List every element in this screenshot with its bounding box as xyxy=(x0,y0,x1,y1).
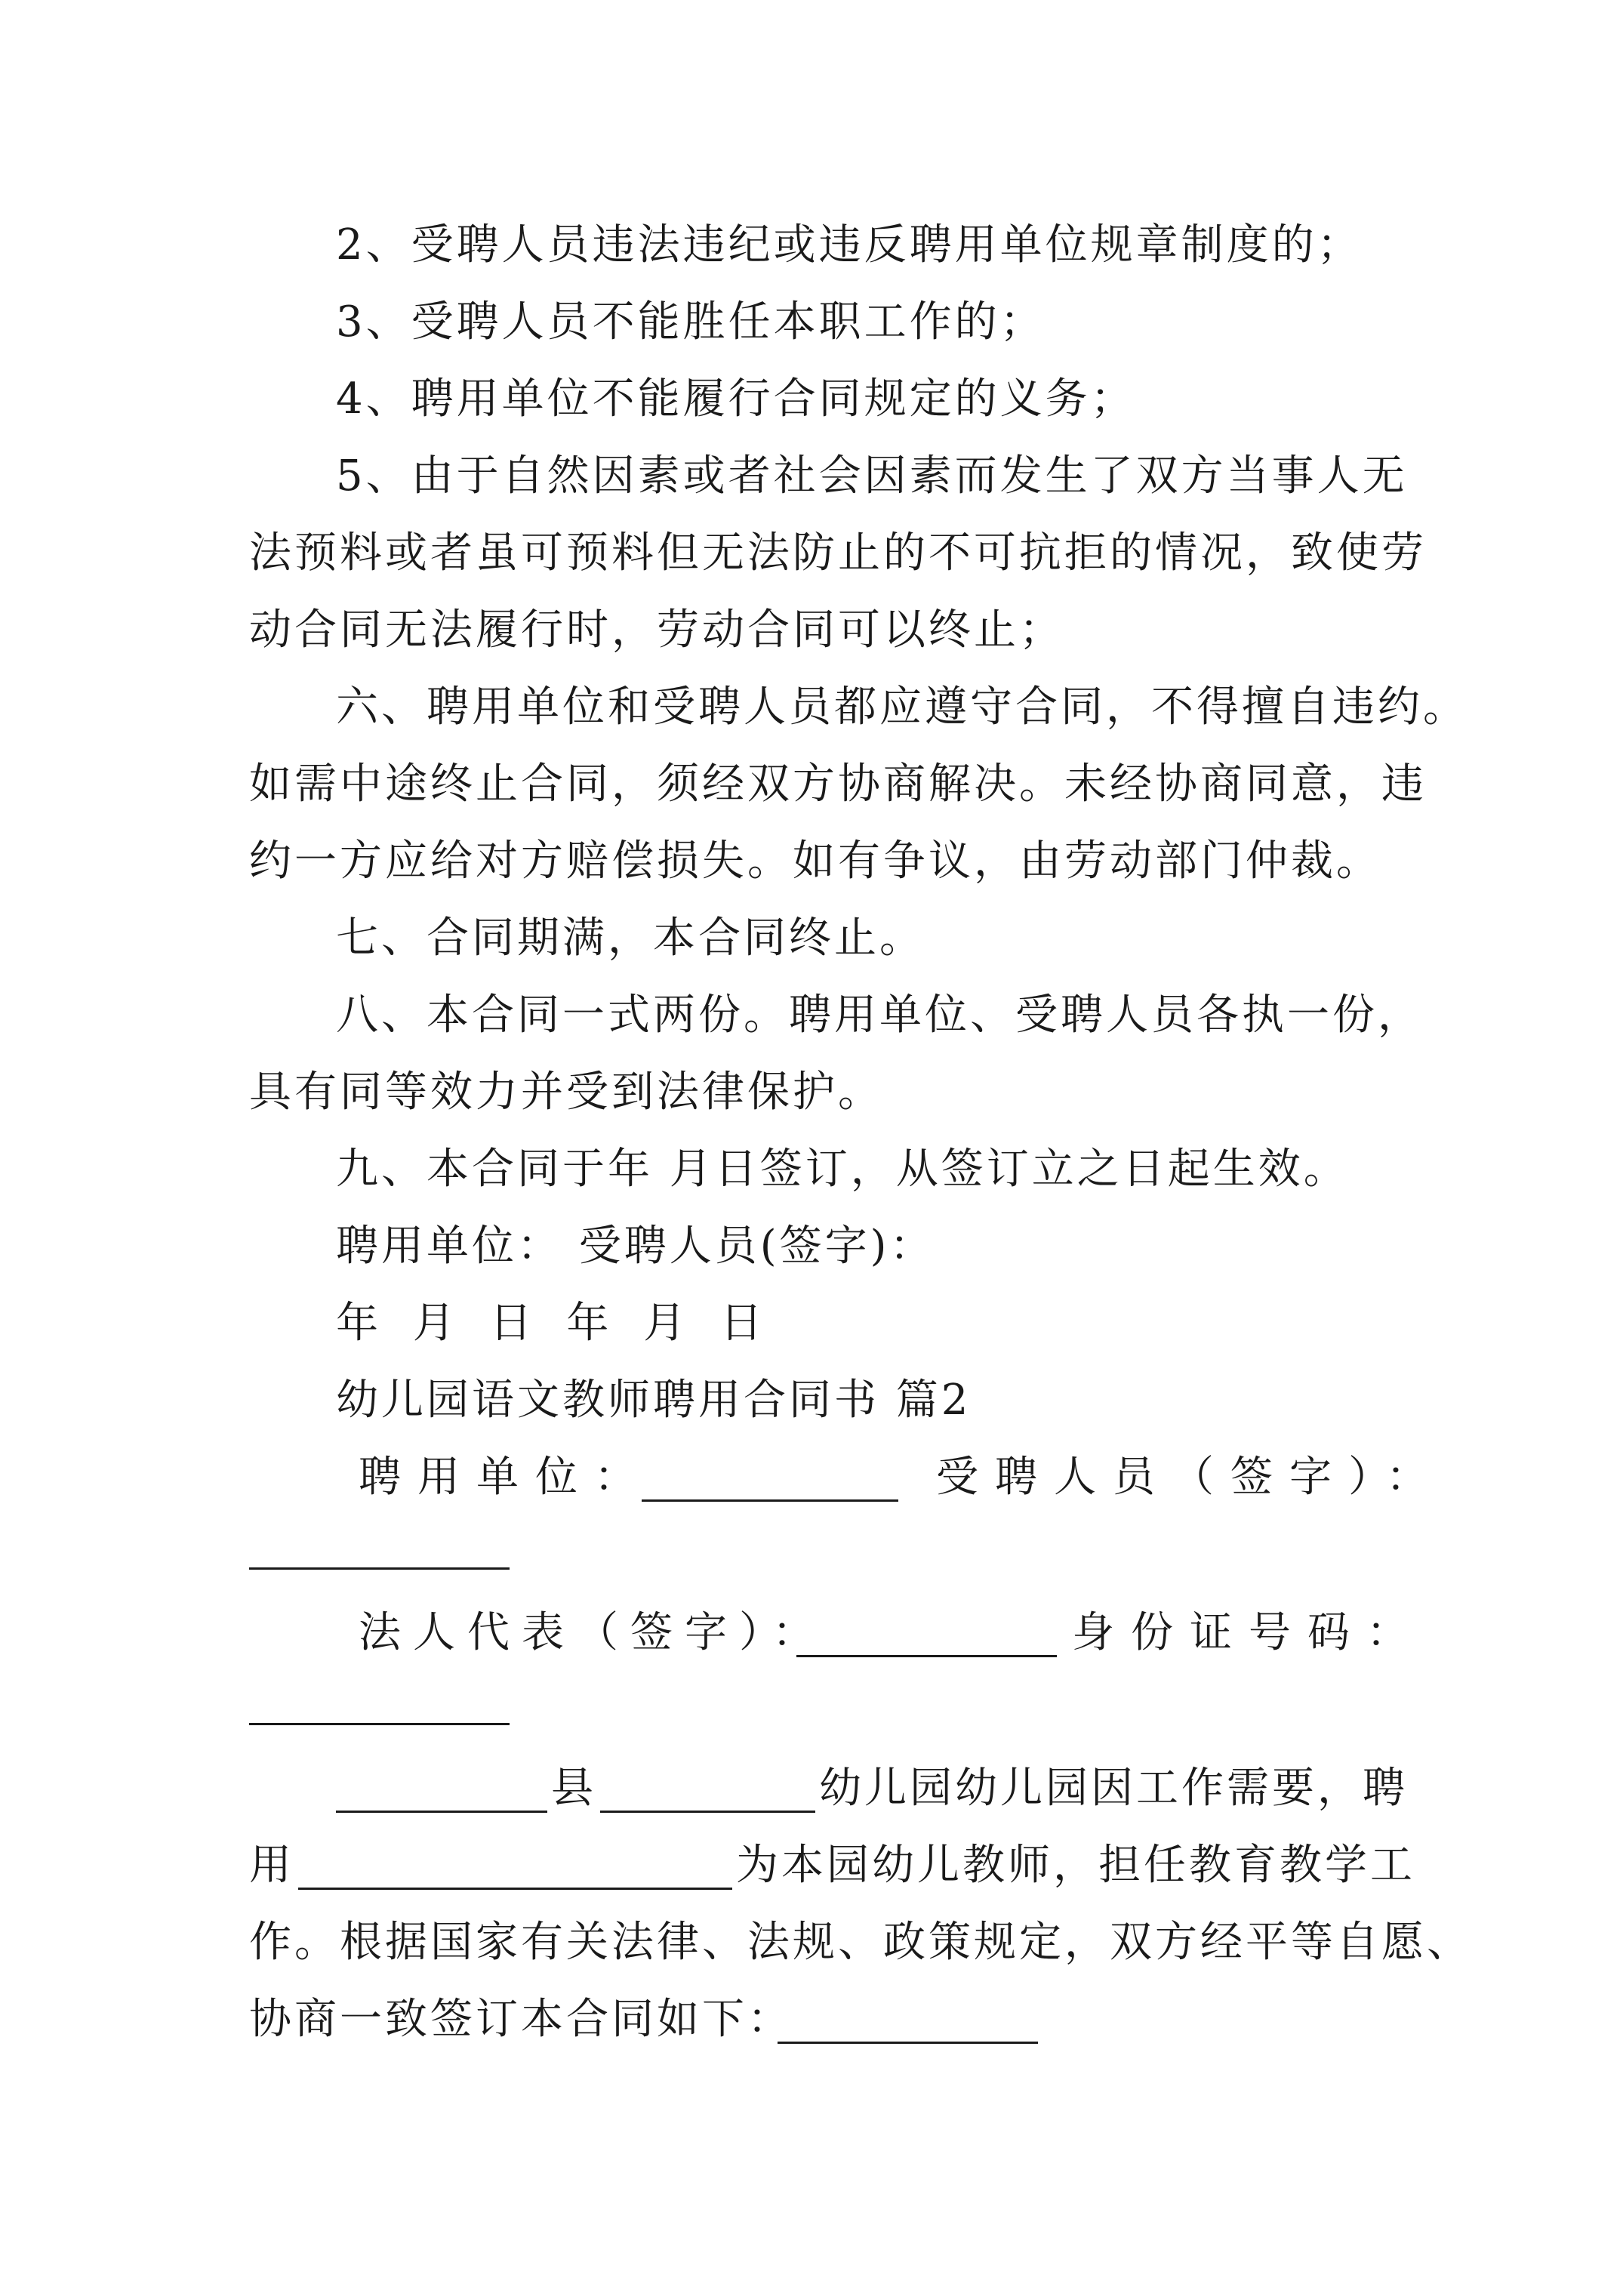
employee-signature-label: 受聘人员（签字）： xyxy=(936,1453,1445,1502)
agreement-basis-line: 作。根据国家有关法律、法规、政策规定，双方经平等自愿、 xyxy=(249,1918,1472,1967)
agreement-intro-blank xyxy=(778,2042,1038,2044)
legal-rep-blank xyxy=(796,1655,1057,1657)
county-blank xyxy=(336,1811,547,1813)
clause-six-line2: 如需中途终止合同，须经双方协商解决。未经协商同意，违 xyxy=(249,760,1427,809)
clause-item-2: 2、受聘人员违法违纪或违反聘用单位规章制度的； xyxy=(336,220,1363,270)
clause-six-line1: 六、聘用单位和受聘人员都应遵守合同，不得擅自违约。 xyxy=(336,683,1468,732)
hire-prefix: 用 xyxy=(249,1841,294,1890)
county-label: 县 xyxy=(551,1764,596,1813)
employer-blank xyxy=(642,1499,898,1502)
clause-item-5-line3: 动合同无法履行时，劳动合同可以终止； xyxy=(249,606,1064,655)
id-number-label: 身份证号码： xyxy=(1072,1608,1425,1657)
id-number-blank xyxy=(249,1723,510,1725)
kindergarten-hire-text: 幼儿园幼儿园因工作需要，聘 xyxy=(819,1764,1408,1813)
section-title-part2: 幼儿园语文教师聘用合同书 篇2 xyxy=(336,1376,972,1425)
clause-item-5-line2: 法预料或者虽可预料但无法防止的不可抗拒的情况，致使劳 xyxy=(249,529,1427,578)
clause-eight-line2: 具有同等效力并受到法律保护。 xyxy=(249,1068,883,1117)
clause-eight-line1: 八、本合同一式两份。聘用单位、受聘人员各执一份， xyxy=(336,991,1423,1040)
employer-label: 聘用单位： xyxy=(359,1453,653,1502)
clause-item-3: 3、受聘人员不能胜任本职工作的； xyxy=(336,297,1046,347)
teacher-name-blank xyxy=(298,1888,732,1890)
clause-nine: 九、本合同于年 月日签订，从签订立之日起生效。 xyxy=(336,1145,1349,1194)
legal-rep-label: 法人代表（签字）： xyxy=(359,1608,827,1657)
signature-parties: 聘用单位： 受聘人员(签字)： xyxy=(336,1222,935,1271)
clause-seven: 七、合同期满，本合同终止。 xyxy=(336,914,925,963)
clause-item-4: 4、聘用单位不能履行合同规定的义务； xyxy=(336,374,1136,424)
clause-item-5-line1: 5、由于自然因素或者社会因素而发生了双方当事人无 xyxy=(336,451,1408,501)
agreement-intro-line: 协商一致签订本合同如下： xyxy=(249,1995,793,2044)
clause-six-line3: 约一方应给对方赔偿损失。如有争议，由劳动部门仲裁。 xyxy=(249,837,1381,886)
signature-dates: 年 月 日 年 月 日 xyxy=(336,1299,774,1348)
kindergarten-blank xyxy=(600,1811,815,1813)
hire-role-text: 为本园幼儿教师，担任教育教学工 xyxy=(736,1841,1415,1890)
employee-signature-blank xyxy=(249,1567,510,1570)
